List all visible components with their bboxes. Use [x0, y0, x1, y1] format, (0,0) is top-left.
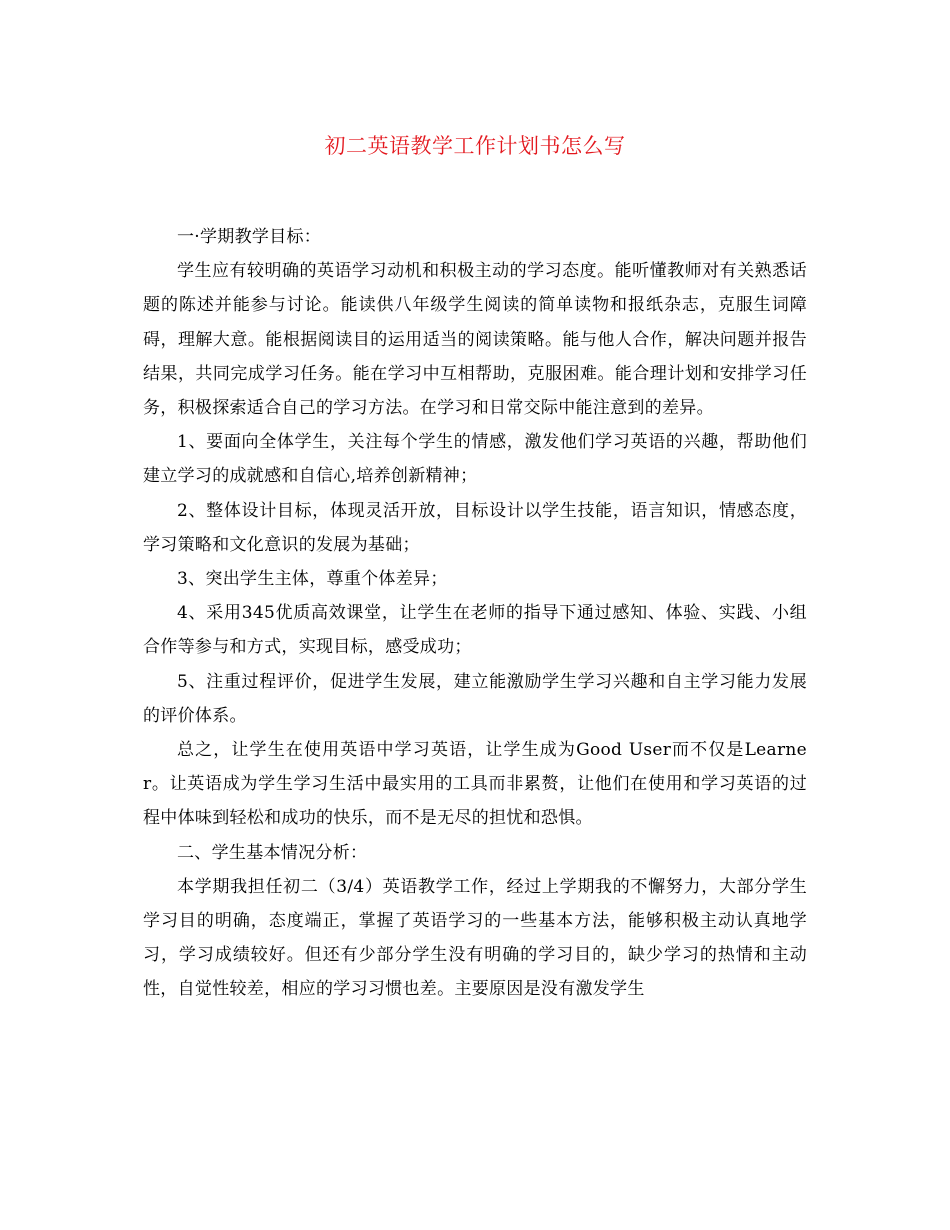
paragraph-item-2: 2、整体设计目标，体现灵活开放，目标设计以学生技能，语言知识，情感态度，学习策略和文化意识的发展为基础； — [143, 500, 807, 555]
paragraph-item-1: 1、要面向全体学生，关注每个学生的情感，激发他们学习英语的兴趣，帮助他们建立学习的成就感和自信心,培养创新精神； — [143, 432, 807, 487]
document-title: 初二英语教学工作计划书怎么写 — [324, 134, 626, 158]
document-body — [143, 220, 807, 1007]
section-heading-students: 二、学生基本情况分析： — [177, 842, 368, 863]
paragraph-students-analysis: 本学期我担任初二（3/4）英语教学工作，经过上学期我的不懈努力，大部分学生学习目的明确，态度端正，掌握了英语学习的一些基本方法，能够积极主动认真地学习，学习成绩较好。但还有少部分学生没有明确的学习目的，缺少学习的热情和主动性，自觉性较差，相应的学习习惯也差。主要原因是没有激发学生 — [143, 876, 807, 1000]
section-heading-goals: 一·学期教学目标： — [177, 227, 322, 247]
paragraph-item-4: 4、采用345优质高效课堂，让学生在老师的指导下通过感知、体验、实践、小组合作等参与和方式，实现目标，感受成功； — [143, 603, 807, 658]
paragraph-goals-overview: 学生应有较明确的英语学习动机和积极主动的学习态度。能听懂教师对有关熟悉话题的陈述并能参与讨论。能读供八年级学生阅读的简单读物和报纸杂志，克服生词障碍，理解大意。能根据阅读目的运用适当的阅读策略。能与他人合作，解决问题并报告结果，共同完成学习任务。能在学习中互相帮助，克服困难。能合理计划和安排学习任务，积极探索适合自己的学习方法。在学习和日常交际中能注意到的差异。 — [143, 261, 807, 419]
paragraph-item-3: 3、突出学生主体，尊重个体差异； — [177, 569, 448, 590]
paragraph-summary: 总之，让学生在使用英语中学习英语，让学生成为Good User而不仅是Learner。让英语成为学生学习生活中最实用的工具而非累赘，让他们在使用和学习英语的过程中体味到轻松和成功的快乐，而不是无尽的担忧和恐惧。 — [143, 740, 807, 829]
paragraph-item-5: 5、注重过程评价，促进学生发展，建立能激励学生学习兴趣和自主学习能力发展的评价体系。 — [143, 671, 807, 726]
